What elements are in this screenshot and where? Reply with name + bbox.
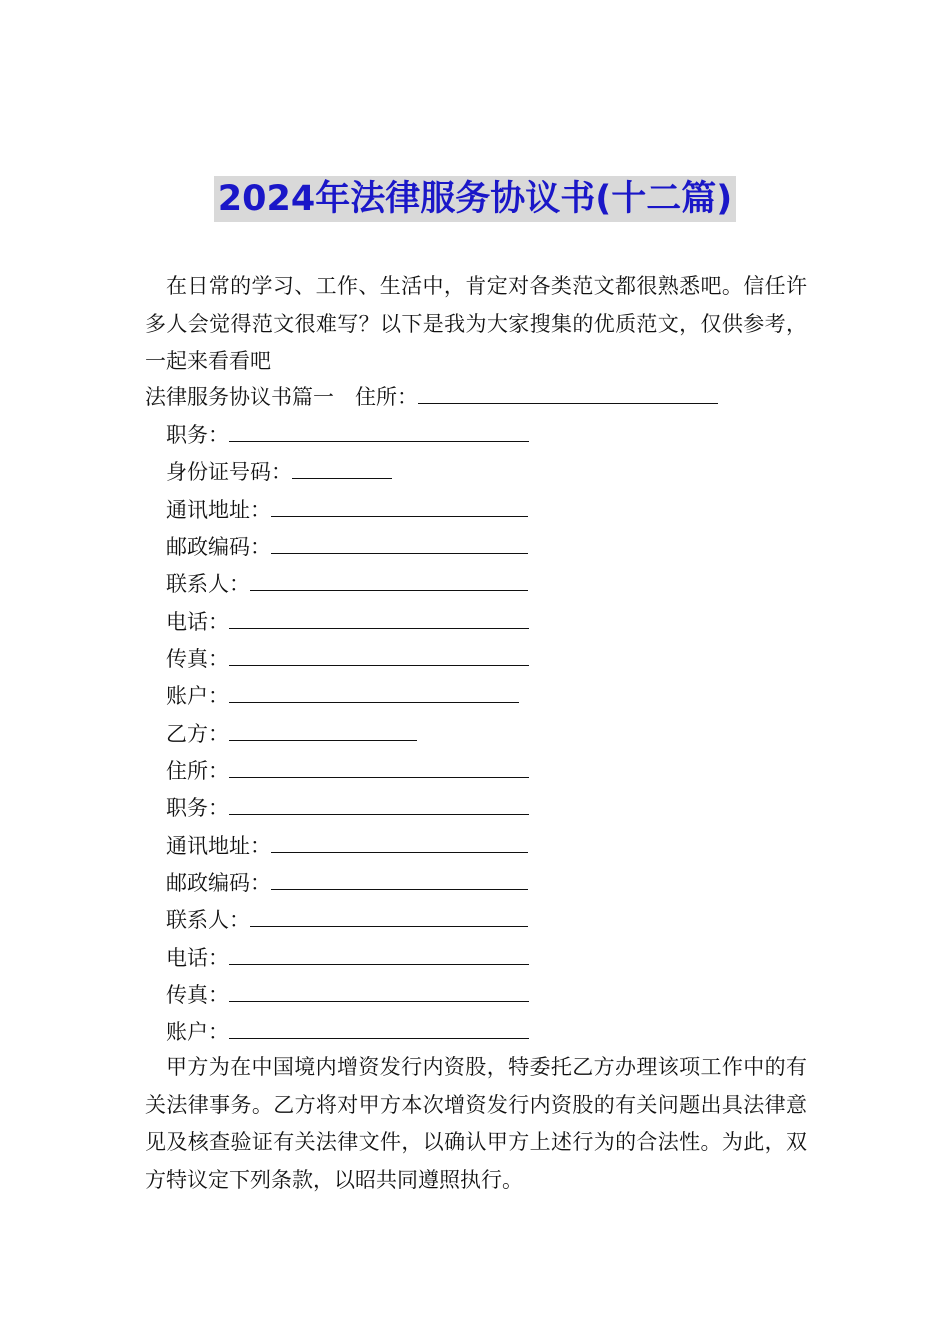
field-row-contact-1: [166, 568, 528, 599]
field-label: 住所：: [166, 759, 229, 783]
field-label: 电话：: [166, 610, 229, 634]
field-label: 联系人：: [166, 572, 250, 596]
field-row-position-2: [166, 792, 529, 823]
field-label: 联系人：: [166, 908, 250, 932]
field-label: 邮政编码：: [166, 871, 271, 895]
blank-line: [271, 867, 528, 890]
field-label: 传真：: [166, 983, 229, 1007]
field-row-residence-1: [145, 381, 718, 412]
field-row-party-b: [166, 718, 417, 749]
blank-line: [229, 1016, 529, 1039]
title-container: [0, 176, 950, 222]
blank-line: [271, 494, 528, 517]
field-row-id-number: [166, 456, 392, 487]
field-row-account-2: [166, 1016, 529, 1047]
blank-line: [292, 456, 392, 479]
blank-line: [229, 942, 529, 965]
field-label: 住所：: [355, 385, 418, 409]
field-row-account-1: [166, 680, 519, 711]
blank-line: [229, 755, 529, 778]
section-heading: 法律服务协议书篇一: [145, 385, 334, 409]
field-label: 账户：: [166, 1020, 229, 1044]
field-label: 身份证号码：: [166, 460, 292, 484]
field-label: 职务：: [166, 796, 229, 820]
field-row-address-2: [166, 830, 528, 861]
blank-line: [229, 979, 529, 1002]
field-label: 乙方：: [166, 722, 229, 746]
blank-line: [250, 568, 528, 591]
blank-line: [418, 381, 718, 404]
blank-line: [229, 718, 417, 741]
field-row-postcode-2: [166, 867, 528, 898]
field-label: 电话：: [166, 946, 229, 970]
field-row-address-1: [166, 494, 528, 525]
blank-line: [271, 830, 528, 853]
field-label: 传真：: [166, 647, 229, 671]
intro-paragraph: 在日常的学习、工作、生活中，肯定对各类范文都很熟悉吧。信任许多人会觉得范文很难写？以下是我为大家搜集的优质范文，仅供参考，一起来看看吧: [145, 274, 807, 373]
blank-line: [229, 792, 529, 815]
blank-line: [229, 419, 529, 442]
blank-line: [229, 643, 529, 666]
blank-line: [229, 680, 519, 703]
field-label: 通讯地址：: [166, 498, 271, 522]
field-row-postcode-1: [166, 531, 528, 562]
document-title: 2024年法律服务协议书(十二篇): [214, 176, 736, 222]
blank-line: [250, 904, 528, 927]
field-row-fax-2: [166, 979, 529, 1010]
field-row-position-1: [166, 419, 529, 450]
field-row-phone-2: [166, 942, 529, 973]
body-paragraph: 甲方为在中国境内增资发行内资股，特委托乙方办理该项工作中的有关法律事务。乙方将对甲方本次增资发行内资股的有关问题出具法律意见及核查验证有关法律文件，以确认甲方上述行为的合法性。为此，双方特议定下列条款，以昭共同遵照执行。: [145, 1055, 807, 1192]
field-row-phone-1: [166, 606, 529, 637]
field-row-contact-2: [166, 904, 528, 935]
blank-line: [229, 606, 529, 629]
field-label: 职务：: [166, 423, 229, 447]
field-label: 通讯地址：: [166, 834, 271, 858]
field-label: 邮政编码：: [166, 535, 271, 559]
field-label: 账户：: [166, 684, 229, 708]
field-row-fax-1: [166, 643, 529, 674]
blank-line: [271, 531, 528, 554]
field-row-residence-2: [166, 755, 529, 786]
